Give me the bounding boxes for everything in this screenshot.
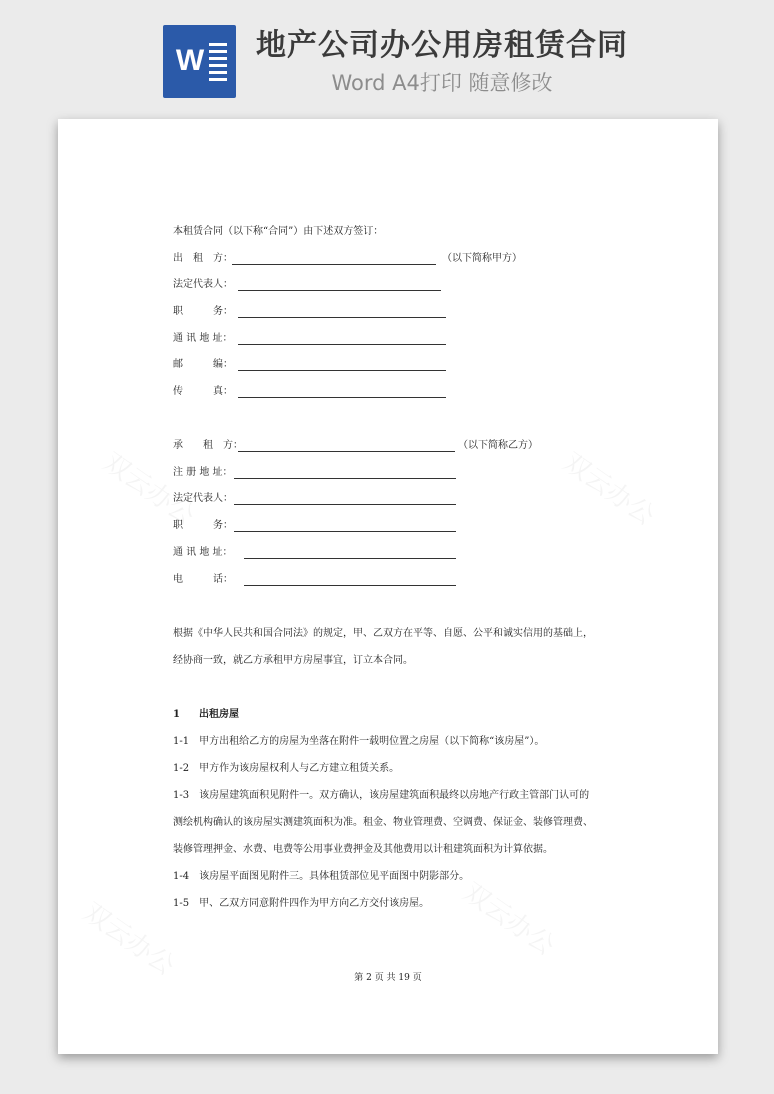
header-banner (0, 0, 774, 110)
lessee-reg-label: 注 册 地 址： (173, 467, 233, 478)
lessee-name-suffix: （以下简称乙方） (458, 440, 538, 451)
lessee-rep-label: 法定代表人： (173, 493, 233, 504)
watermark (457, 873, 563, 963)
lessee-address-line (244, 558, 456, 559)
word-icon (163, 25, 236, 98)
lessor-zip-line (238, 370, 446, 371)
clause-line: 1-1 甲方出租给乙方的房屋为坐落在附件一载明位置之房屋（以下简称“该房屋”）。 (173, 736, 545, 747)
lessee-title-label: 职 务： (173, 520, 233, 531)
clause-line: 测绘机构确认的该房屋实测建筑面积为准。租金、物业管理费、空调费、保证金、装修管理费、 (173, 817, 593, 828)
section-number: 1 (173, 709, 180, 720)
lessor-title-label: 职 务： (173, 306, 233, 317)
lessor-address-line (238, 344, 446, 345)
lessor-fax-line (238, 397, 446, 398)
lessee-address-label: 通 讯 地 址： (173, 547, 233, 558)
lessor-name-suffix: （以下简称甲方） (442, 253, 522, 264)
page-title: 地产公司办公用房租赁合同 (256, 28, 628, 63)
watermark (77, 893, 183, 983)
lessee-phone-line (244, 585, 456, 586)
lessor-name-line (232, 264, 436, 265)
section-title: 出租房屋 (199, 709, 239, 720)
clause-line: 1-5 甲、乙双方同意附件四作为甲方向乙方交付该房屋。 (173, 898, 430, 909)
lessee-rep-line (234, 504, 456, 505)
clause-line: 1-4 该房屋平面图见附件三。具体租赁部位见平面图中阴影部分。 (173, 871, 470, 882)
lessor-name-label: 出 租 方： (173, 253, 233, 264)
clause-line: 1-2 甲方作为该房屋权利人与乙方建立租赁关系。 (173, 763, 400, 774)
lessee-phone-label: 电 话： (173, 574, 233, 585)
lessor-zip-label: 邮 编： (173, 359, 233, 370)
watermark (557, 443, 663, 533)
preamble-line-1: 根据《中华人民共和国合同法》的规定，甲、乙双方在平等、自愿、公平和诚实信用的基础上， (173, 628, 593, 639)
page-subtitle: Word A4打印 随意修改 (331, 71, 553, 95)
document-page (58, 119, 718, 1054)
word-logo-letter: W (175, 44, 205, 77)
lessor-address-label: 通 讯 地 址： (173, 333, 233, 344)
clause-line: 装修管理押金、水费、电费等公用事业费押金及其他费用以计租建筑面积为计算依据。 (173, 844, 553, 855)
lessor-rep-label: 法定代表人： (173, 279, 233, 290)
word-logo-lines (209, 43, 227, 85)
lessee-name-line (238, 451, 455, 452)
page-footer: 第 2 页 共 19 页 (354, 973, 422, 983)
intro-text: 本租赁合同（以下称“合同”）由下述双方签订： (173, 226, 384, 237)
lessee-name-label: 承 租 方： (173, 440, 243, 451)
lessee-title-line (234, 531, 456, 532)
lessor-rep-line (238, 290, 441, 291)
lessee-reg-line (234, 478, 456, 479)
preamble-line-2: 经协商一致，就乙方承租甲方房屋事宜，订立本合同。 (173, 655, 413, 666)
lessor-title-line (238, 317, 446, 318)
lessor-fax-label: 传 真： (173, 386, 233, 397)
clause-line: 1-3 该房屋建筑面积见附件一。双方确认，该房屋建筑面积最终以房地产行政主管部门认可的 (173, 790, 590, 801)
